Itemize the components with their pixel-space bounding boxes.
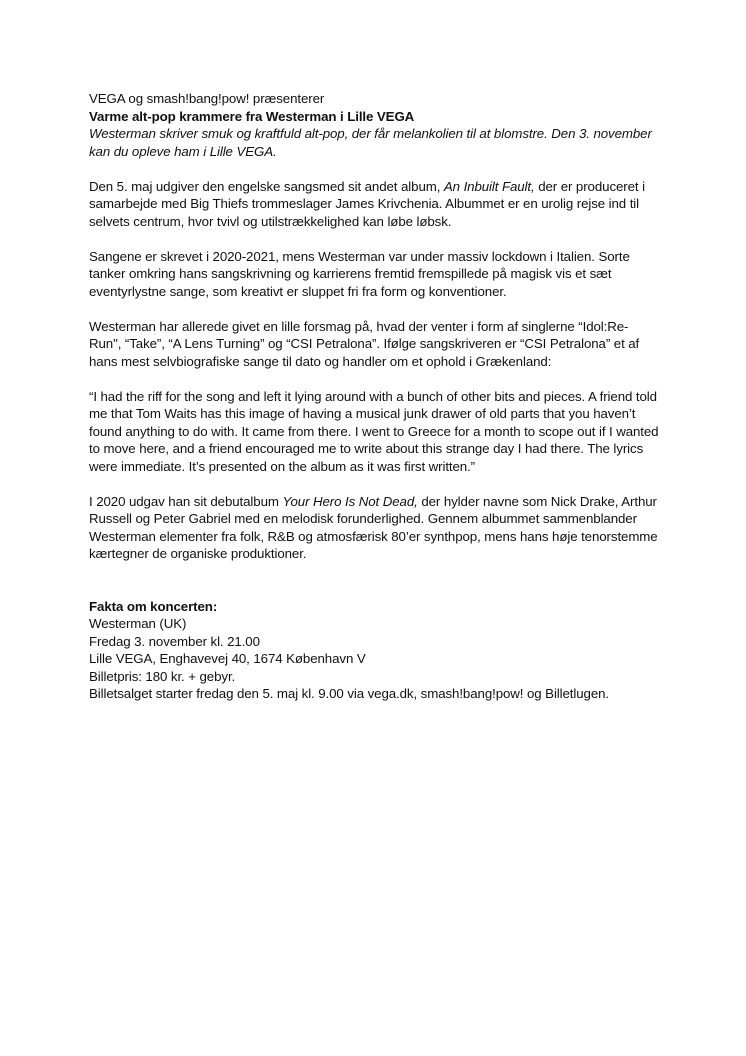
p5-text-b: der hylder navne som Nick Drake, Arthur Russell og Peter Gabriel med en melodisk forunderlighed. Gennem albummet sammenblander Westerman elementer fra folk, R&B og atmosfærisk 80’er synthpop, mens hans høje tenorstemme kærtegner de organiske produktioner. <box>89 493 658 561</box>
presenter-line: VEGA og smash!bang!pow! præsenterer <box>89 91 325 106</box>
paragraph-singles: Westerman har allerede givet en lille forsmag på, hvad der venter i form af singlerne “Idol:Re-Run", “Take”, “A Lens Turning” og “CSI Petralona”. Ifølge sangskriveren er “CSI Petralona” et af hans mest selvbiografiske sange til dato og handler om et ophold i Grækenland: <box>89 318 640 369</box>
press-release <box>89 90 659 703</box>
facts-ticket-sale: Billetsalget starter fredag den 5. maj kl. 9.00 via vega.dk, smash!bang!pow! og Billetlugen. <box>89 686 610 701</box>
p1-text-a: Den 5. maj udgiver den engelske sangsmed sit andet album, <box>89 178 444 194</box>
facts-block <box>89 598 659 703</box>
album-title-your-hero: Your Hero Is Not Dead, <box>282 493 418 509</box>
paragraph-album-release <box>89 178 659 231</box>
p5-text-a: I 2020 udgav han sit debutalbum <box>89 493 283 509</box>
paragraph-debut <box>89 493 659 563</box>
facts-artist: Westerman (UK) <box>89 616 187 631</box>
paragraph-lockdown: Sangene er skrevet i 2020-2021, mens Westerman var under massiv lockdown i Italien. Sorte tanker omkring hans sangskrivning og karrierens fremtid fremspillede på magisk vis et sæt eventyrlystne sange, som kreativt er sluppet fri fra form og konventioner. <box>89 248 630 299</box>
album-title-inbuilt-fault: An Inbuilt Fault, <box>443 178 535 194</box>
lead-text: Westerman skriver smuk og kraftfuld alt-pop, der får melankolien til at blomstre. Den 3. november kan du opleve ham i Lille VEGA. <box>89 126 652 159</box>
facts-price: Billetpris: 180 kr. + gebyr. <box>89 668 236 684</box>
facts-date: Fredag 3. november kl. 21.00 <box>89 633 260 649</box>
headline: Varme alt-pop krammere fra Westerman i Lille VEGA <box>89 108 415 124</box>
p1-text-b: der er produceret i samarbejde med Big Thiefs trommeslager James Krivchenia. Albummet er en urolig rejse ind til selvets centrum, hvor tvivl og utilstrækkelighed kan løbe løbsk. <box>89 178 645 229</box>
facts-venue: Lille VEGA, Enghavevej 40, 1674 København V <box>89 651 366 666</box>
header-block <box>89 90 659 160</box>
facts-heading: Fakta om koncerten: <box>89 598 218 614</box>
quote-paragraph: “I had the riff for the song and left it lying around with a bunch of other bits and pieces. A friend told me that Tom Waits has this image of having a musical junk drawer of old parts that you haven’t found anything to do with. It came from there. I went to Greece for a month to scope out if I wanted to move here, and a friend encouraged me to write about this strange day I had there. The lyrics were immediate. It’s presented on the album as it was first written.” <box>89 388 659 474</box>
